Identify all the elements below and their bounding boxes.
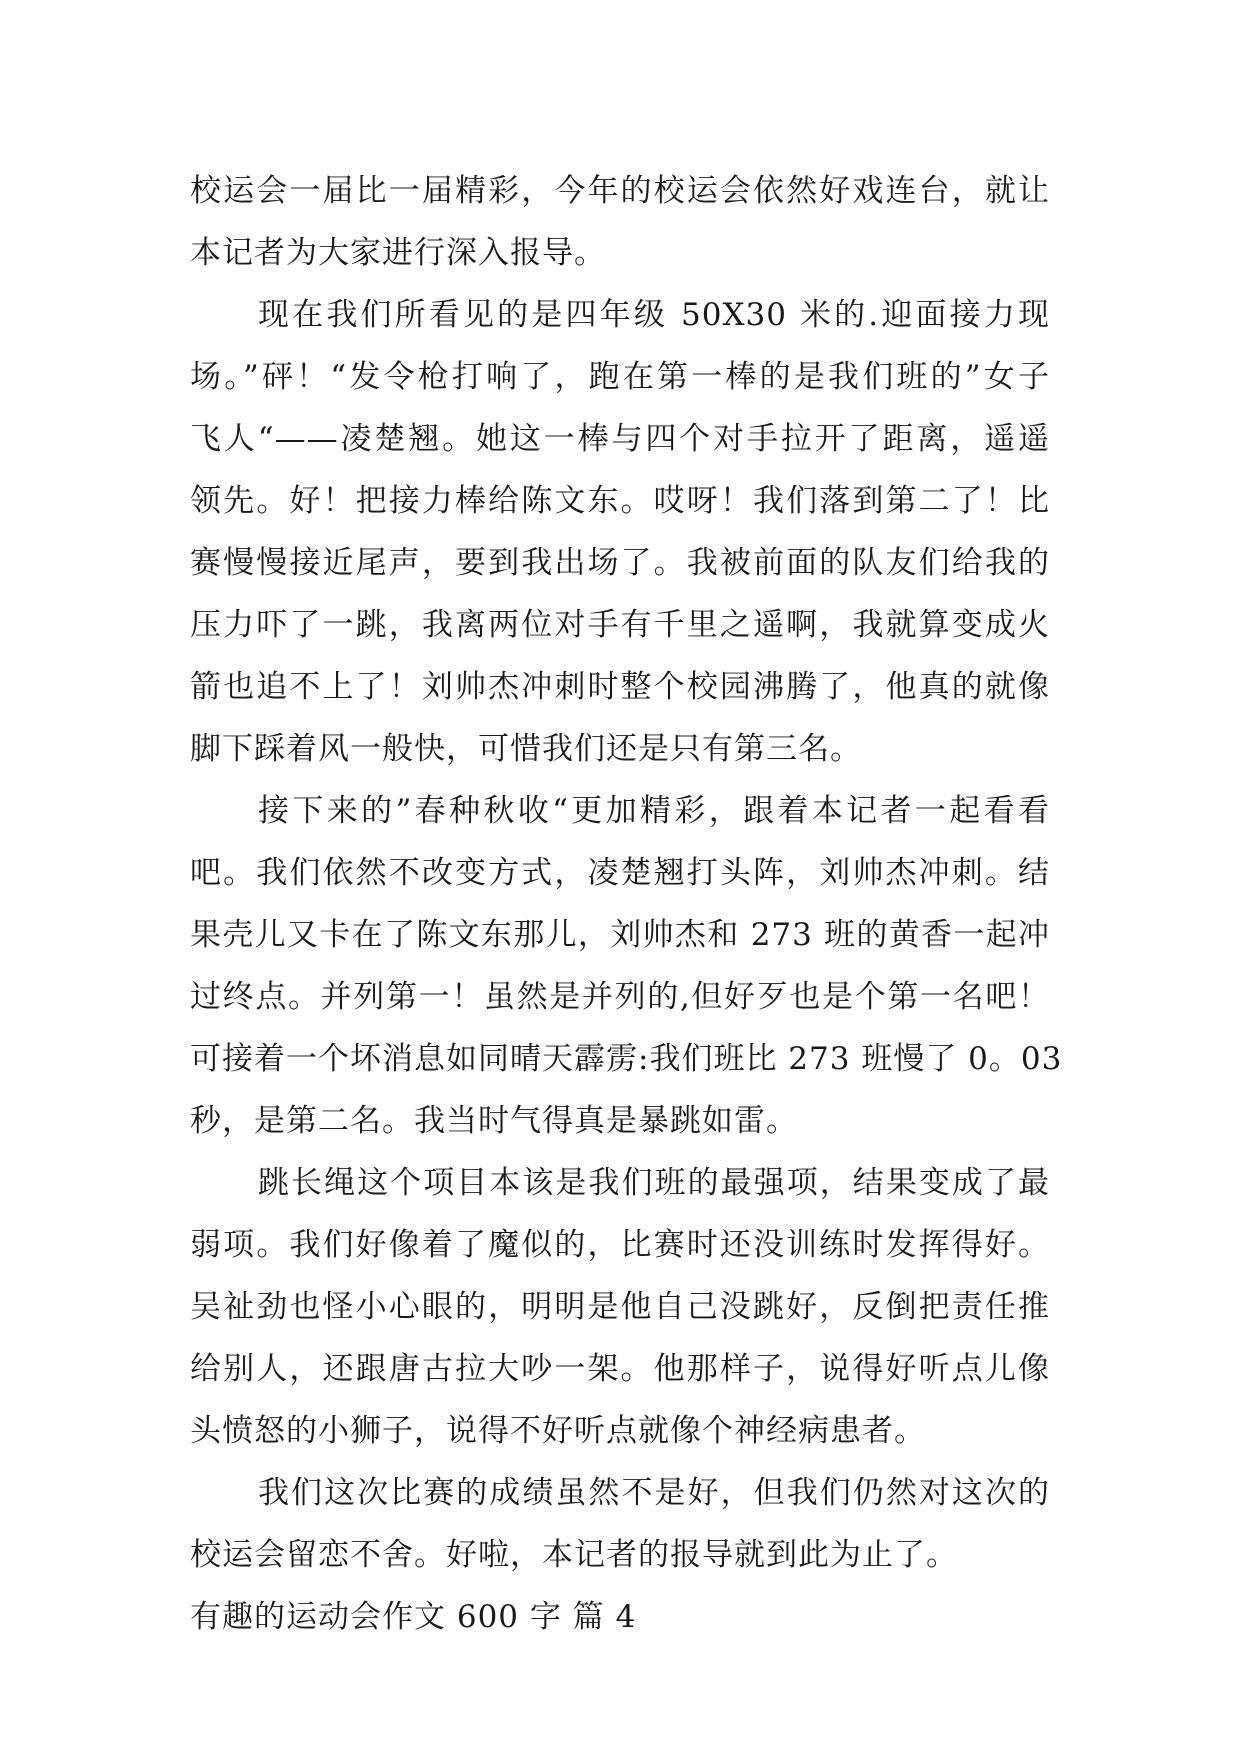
paragraph-intro (190, 160, 1050, 284)
text-line: 可接着一个坏消息如同晴天霹雳:我们班比 273 班慢了 0。03 (190, 1041, 1063, 1077)
text-line: 领先。好！把接力棒给陈文东。哎呀！我们落到第二了！比 (190, 483, 1050, 519)
text-line: 秒，是第二名。我当时气得真是暴跳如雷。 (190, 1103, 798, 1139)
paragraph-long-rope (190, 1152, 1050, 1462)
text-line: 压力吓了一跳，我离两位对手有千里之遥啊，我就算变成火 (190, 607, 1050, 643)
text-line: 本记者为大家进行深入报导。 (190, 235, 606, 271)
section-heading: 有趣的运动会作文 600 字 篇 4 (190, 1599, 637, 1635)
text-line: 吴祉劲也怪小心眼的，明明是他自己没跳好，反倒把责任推 (190, 1289, 1050, 1325)
paragraph-conclusion (190, 1462, 1050, 1586)
text-line: 飞人“——凌楚翘。她这一棒与四个对手拉开了距离，遥遥 (190, 421, 1050, 457)
text-line: 赛慢慢接近尾声，要到我出场了。我被前面的队友们给我的 (190, 545, 1050, 581)
text-line: 跳长绳这个项目本该是我们班的最强项，结果变成了最 (258, 1165, 1050, 1201)
text-line: 我们这次比赛的成绩虽然不是好，但我们仍然对这次的 (258, 1475, 1050, 1511)
text-line: 给别人，还跟唐古拉大吵一架。他那样子，说得好听点儿像 (190, 1351, 1050, 1387)
text-line: 现在我们所看见的是四年级 50X30 米的.迎面接力现 (258, 297, 1050, 333)
text-line: 接下来的”春种秋收“更加精彩，跟着本记者一起看看 (258, 793, 1050, 829)
document-body (190, 160, 1063, 1648)
text-line: 脚下踩着风一般快，可惜我们还是只有第三名。 (190, 731, 862, 767)
text-line: 箭也追不上了！刘帅杰冲刺时整个校园沸腾了，他真的就像 (190, 669, 1050, 705)
text-line: 果壳儿又卡在了陈文东那儿，刘帅杰和 273 班的黄香一起冲 (190, 917, 1050, 953)
text-line: 吧。我们依然不改变方式，凌楚翘打头阵，刘帅杰冲刺。结 (190, 855, 1050, 891)
text-line: 校运会留恋不舍。好啦，本记者的报导就到此为止了。 (190, 1537, 958, 1573)
text-line: 头愤怒的小狮子，说得不好听点就像个神经病患者。 (190, 1413, 926, 1449)
paragraph-relay (190, 284, 1050, 780)
text-line: 校运会一届比一届精彩，今年的校运会依然好戏连台，就让 (190, 173, 1050, 209)
text-line: 场。”砰！“发令枪打响了，跑在第一棒的是我们班的”女子 (190, 359, 1050, 395)
paragraph-spring-harvest (190, 780, 1063, 1152)
text-line: 弱项。我们好像着了魔似的，比赛时还没训练时发挥得好。 (190, 1227, 1050, 1263)
text-line: 过终点。并列第一！虽然是并列的,但好歹也是个第一名吧！ (190, 979, 1050, 1015)
